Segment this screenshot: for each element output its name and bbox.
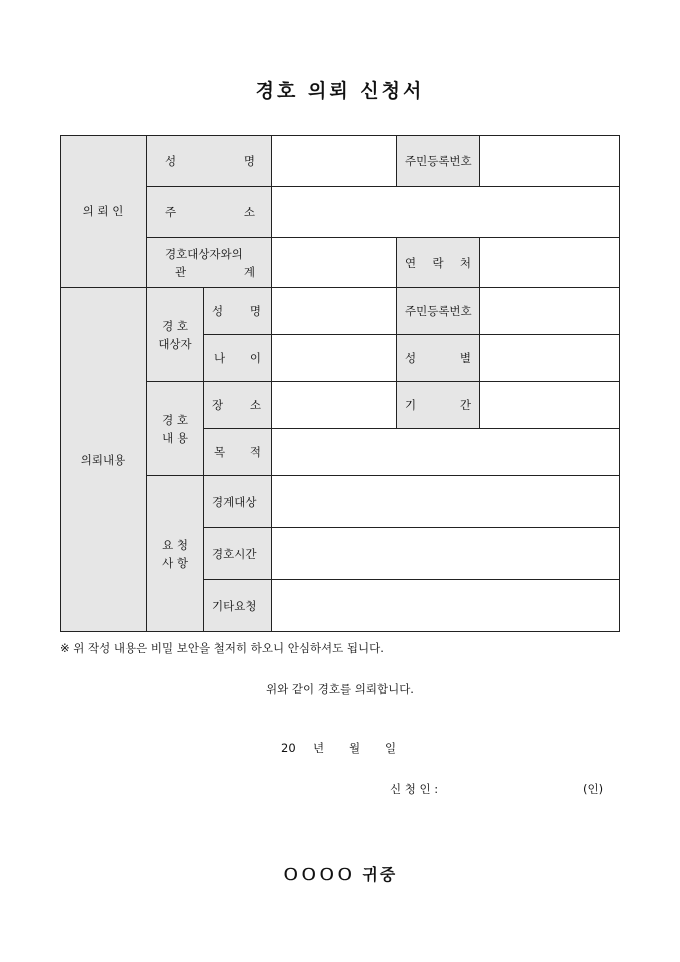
purpose-label: 목 적 xyxy=(204,429,272,476)
other-request-field[interactable] xyxy=(272,580,620,632)
guard-target-field[interactable] xyxy=(272,476,620,528)
date-line: 20 년 월 일 xyxy=(281,741,397,755)
requester-rrn-field[interactable] xyxy=(480,135,620,187)
requester-section-label: 의 뢰 인 xyxy=(60,135,147,288)
guard-time-field[interactable] xyxy=(272,528,620,580)
requester-address-label: 주 소 xyxy=(147,187,272,238)
confidentiality-note: ※ 위 작성 내용은 비밀 보안을 철저히 하오니 안심하셔도 됩니다. xyxy=(60,641,384,655)
protectee-age-label: 나 이 xyxy=(204,335,272,382)
requester-relationship-label: 경호대상자와의 관 계 xyxy=(147,238,272,288)
applicant-label: 신 청 인 : xyxy=(390,782,439,796)
escort-detail-label: 경 호 내 용 xyxy=(147,382,204,476)
addressee: ＯＯＯＯ 귀중 xyxy=(282,865,398,884)
guard-time-label: 경호시간 xyxy=(204,528,272,580)
protectee-name-label: 성 명 xyxy=(204,288,272,335)
protectee-rrn-field[interactable] xyxy=(480,288,620,335)
content-section-label: 의뢰내용 xyxy=(60,288,147,632)
protectee-sex-field[interactable] xyxy=(480,335,620,382)
request-statement: 위와 같이 경호를 의뢰합니다. xyxy=(266,682,414,696)
period-label: 기 간 xyxy=(397,382,480,429)
requester-contact-field[interactable] xyxy=(480,238,620,288)
period-field[interactable] xyxy=(480,382,620,429)
requests-label: 요 청 사 항 xyxy=(147,476,204,632)
requester-rrn-label: 주민등록번호 xyxy=(397,135,480,187)
protectee-label: 경 호 대상자 xyxy=(147,288,204,382)
form-title: 경호 의뢰 신청서 xyxy=(255,80,425,102)
requester-address-field[interactable] xyxy=(272,187,620,238)
guard-target-label: 경계대상 xyxy=(204,476,272,528)
place-label: 장 소 xyxy=(204,382,272,429)
protectee-rrn-label: 주민등록번호 xyxy=(397,288,480,335)
purpose-field[interactable] xyxy=(272,429,620,476)
requester-name-label: 성 명 xyxy=(147,135,272,187)
protectee-sex-label: 성 별 xyxy=(397,335,480,382)
place-field[interactable] xyxy=(272,382,397,429)
requester-name-field[interactable] xyxy=(272,135,397,187)
protectee-age-field[interactable] xyxy=(272,335,397,382)
seal-mark: (인) xyxy=(583,782,604,796)
requester-relationship-field[interactable] xyxy=(272,238,397,288)
requester-contact-label: 연 락 처 xyxy=(397,238,480,288)
request-form-table xyxy=(60,135,620,632)
other-request-label: 기타요청 xyxy=(204,580,272,632)
protectee-name-field[interactable] xyxy=(272,288,397,335)
